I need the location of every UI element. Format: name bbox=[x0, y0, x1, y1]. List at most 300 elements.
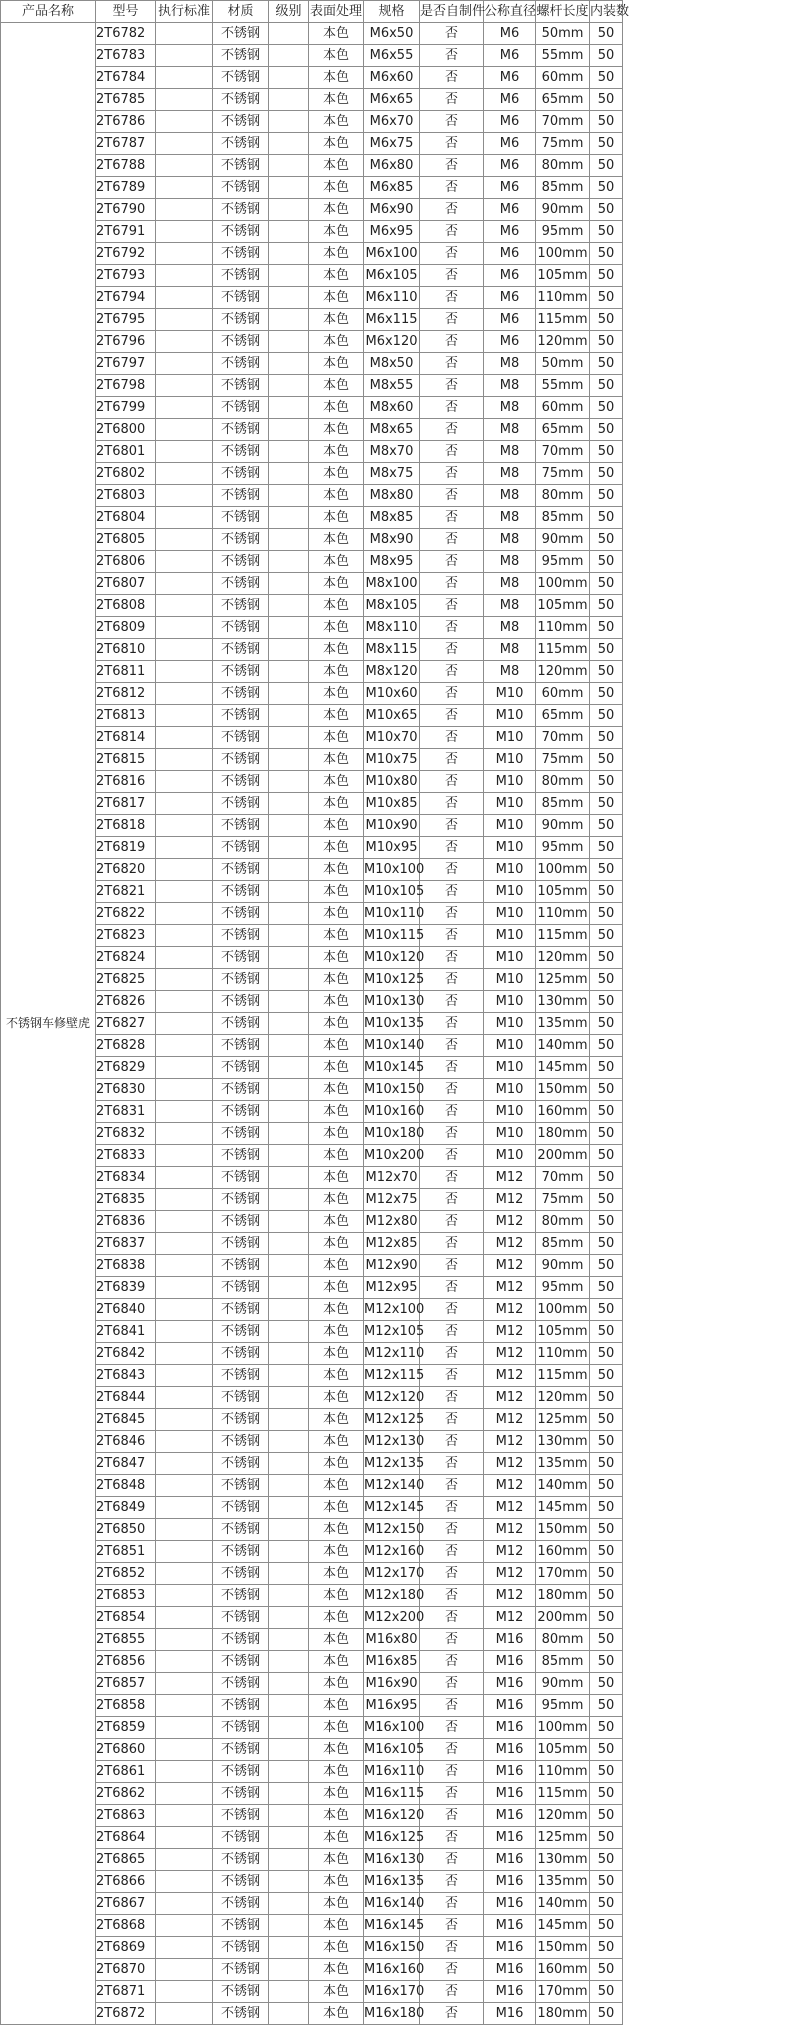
grade-cell bbox=[269, 331, 309, 353]
material-cell: 不锈钢 bbox=[213, 1409, 269, 1431]
material-cell: 不锈钢 bbox=[213, 177, 269, 199]
diameter-cell: M16 bbox=[484, 1805, 536, 1827]
surface-cell: 本色 bbox=[309, 815, 364, 837]
diameter-cell: M6 bbox=[484, 221, 536, 243]
self-made-cell: 否 bbox=[420, 1277, 484, 1299]
qty-cell: 50 bbox=[590, 1893, 623, 1915]
grade-cell bbox=[269, 815, 309, 837]
grade-cell bbox=[269, 67, 309, 89]
col-header-standard: 执行标准 bbox=[156, 1, 213, 23]
length-cell: 90mm bbox=[536, 815, 590, 837]
diameter-cell: M16 bbox=[484, 1695, 536, 1717]
standard-cell bbox=[156, 1629, 213, 1651]
diameter-cell: M8 bbox=[484, 485, 536, 507]
material-cell: 不锈钢 bbox=[213, 265, 269, 287]
material-cell: 不锈钢 bbox=[213, 639, 269, 661]
spec-cell: M12x80 bbox=[364, 1211, 420, 1233]
material-cell: 不锈钢 bbox=[213, 1739, 269, 1761]
spec-cell: M10x70 bbox=[364, 727, 420, 749]
grade-cell bbox=[269, 1277, 309, 1299]
length-cell: 115mm bbox=[536, 309, 590, 331]
self-made-cell: 否 bbox=[420, 793, 484, 815]
diameter-cell: M12 bbox=[484, 1189, 536, 1211]
diameter-cell: M16 bbox=[484, 1893, 536, 1915]
length-cell: 110mm bbox=[536, 617, 590, 639]
spec-cell: M10x115 bbox=[364, 925, 420, 947]
surface-cell: 本色 bbox=[309, 947, 364, 969]
surface-cell: 本色 bbox=[309, 1849, 364, 1871]
standard-cell bbox=[156, 507, 213, 529]
surface-cell: 本色 bbox=[309, 1585, 364, 1607]
material-cell: 不锈钢 bbox=[213, 155, 269, 177]
diameter-cell: M12 bbox=[484, 1541, 536, 1563]
surface-cell: 本色 bbox=[309, 859, 364, 881]
length-cell: 110mm bbox=[536, 287, 590, 309]
surface-cell: 本色 bbox=[309, 67, 364, 89]
qty-cell: 50 bbox=[590, 155, 623, 177]
self-made-cell: 否 bbox=[420, 1145, 484, 1167]
spec-cell: M12x130 bbox=[364, 1431, 420, 1453]
material-cell: 不锈钢 bbox=[213, 1893, 269, 1915]
grade-cell bbox=[269, 529, 309, 551]
model-cell: 2T6808 bbox=[96, 595, 156, 617]
standard-cell bbox=[156, 1277, 213, 1299]
model-cell: 2T6872 bbox=[96, 2003, 156, 2025]
self-made-cell: 否 bbox=[420, 1321, 484, 1343]
surface-cell: 本色 bbox=[309, 1233, 364, 1255]
qty-cell: 50 bbox=[590, 1013, 623, 1035]
qty-cell: 50 bbox=[590, 1695, 623, 1717]
model-cell: 2T6838 bbox=[96, 1255, 156, 1277]
standard-cell bbox=[156, 991, 213, 1013]
length-cell: 95mm bbox=[536, 221, 590, 243]
grade-cell bbox=[269, 1893, 309, 1915]
material-cell: 不锈钢 bbox=[213, 375, 269, 397]
grade-cell bbox=[269, 969, 309, 991]
model-cell: 2T6786 bbox=[96, 111, 156, 133]
model-cell: 2T6802 bbox=[96, 463, 156, 485]
grade-cell bbox=[269, 639, 309, 661]
material-cell: 不锈钢 bbox=[213, 925, 269, 947]
table-row bbox=[1, 23, 623, 45]
model-cell: 2T6811 bbox=[96, 661, 156, 683]
material-cell: 不锈钢 bbox=[213, 969, 269, 991]
grade-cell bbox=[269, 1497, 309, 1519]
length-cell: 120mm bbox=[536, 1387, 590, 1409]
length-cell: 145mm bbox=[536, 1915, 590, 1937]
diameter-cell: M16 bbox=[484, 1761, 536, 1783]
length-cell: 60mm bbox=[536, 683, 590, 705]
product-name-cell: 不锈钢车修壁虎 bbox=[1, 23, 96, 2025]
material-cell: 不锈钢 bbox=[213, 309, 269, 331]
grade-cell bbox=[269, 1211, 309, 1233]
qty-cell: 50 bbox=[590, 45, 623, 67]
diameter-cell: M6 bbox=[484, 287, 536, 309]
standard-cell bbox=[156, 1607, 213, 1629]
length-cell: 85mm bbox=[536, 507, 590, 529]
spec-cell: M12x170 bbox=[364, 1563, 420, 1585]
length-cell: 130mm bbox=[536, 1849, 590, 1871]
surface-cell: 本色 bbox=[309, 1079, 364, 1101]
material-cell: 不锈钢 bbox=[213, 441, 269, 463]
spec-cell: M12x85 bbox=[364, 1233, 420, 1255]
surface-cell: 本色 bbox=[309, 1629, 364, 1651]
length-cell: 100mm bbox=[536, 1299, 590, 1321]
length-cell: 65mm bbox=[536, 419, 590, 441]
qty-cell: 50 bbox=[590, 705, 623, 727]
spec-cell: M10x105 bbox=[364, 881, 420, 903]
surface-cell: 本色 bbox=[309, 419, 364, 441]
model-cell: 2T6860 bbox=[96, 1739, 156, 1761]
surface-cell: 本色 bbox=[309, 243, 364, 265]
spec-cell: M10x80 bbox=[364, 771, 420, 793]
standard-cell bbox=[156, 419, 213, 441]
grade-cell bbox=[269, 2003, 309, 2025]
model-cell: 2T6859 bbox=[96, 1717, 156, 1739]
surface-cell: 本色 bbox=[309, 1739, 364, 1761]
diameter-cell: M16 bbox=[484, 1871, 536, 1893]
qty-cell: 50 bbox=[590, 771, 623, 793]
col-header-model: 型号 bbox=[96, 1, 156, 23]
spec-cell: M12x160 bbox=[364, 1541, 420, 1563]
grade-cell bbox=[269, 1013, 309, 1035]
material-cell: 不锈钢 bbox=[213, 1541, 269, 1563]
spec-cell: M16x150 bbox=[364, 1937, 420, 1959]
self-made-cell: 否 bbox=[420, 859, 484, 881]
qty-cell: 50 bbox=[590, 89, 623, 111]
model-cell: 2T6787 bbox=[96, 133, 156, 155]
diameter-cell: M6 bbox=[484, 177, 536, 199]
qty-cell: 50 bbox=[590, 881, 623, 903]
standard-cell bbox=[156, 1673, 213, 1695]
spec-cell: M8x90 bbox=[364, 529, 420, 551]
diameter-cell: M16 bbox=[484, 1981, 536, 2003]
material-cell: 不锈钢 bbox=[213, 903, 269, 925]
self-made-cell: 否 bbox=[420, 1871, 484, 1893]
standard-cell bbox=[156, 441, 213, 463]
length-cell: 50mm bbox=[536, 353, 590, 375]
material-cell: 不锈钢 bbox=[213, 859, 269, 881]
length-cell: 105mm bbox=[536, 881, 590, 903]
standard-cell bbox=[156, 1123, 213, 1145]
standard-cell bbox=[156, 639, 213, 661]
diameter-cell: M16 bbox=[484, 2003, 536, 2025]
spec-cell: M10x90 bbox=[364, 815, 420, 837]
length-cell: 55mm bbox=[536, 45, 590, 67]
standard-cell bbox=[156, 947, 213, 969]
self-made-cell: 否 bbox=[420, 661, 484, 683]
qty-cell: 50 bbox=[590, 815, 623, 837]
surface-cell: 本色 bbox=[309, 1145, 364, 1167]
standard-cell bbox=[156, 595, 213, 617]
qty-cell: 50 bbox=[590, 903, 623, 925]
model-cell: 2T6814 bbox=[96, 727, 156, 749]
spec-cell: M6x75 bbox=[364, 133, 420, 155]
qty-cell: 50 bbox=[590, 617, 623, 639]
surface-cell: 本色 bbox=[309, 705, 364, 727]
material-cell: 不锈钢 bbox=[213, 705, 269, 727]
surface-cell: 本色 bbox=[309, 1189, 364, 1211]
self-made-cell: 否 bbox=[420, 441, 484, 463]
grade-cell bbox=[269, 1541, 309, 1563]
spec-cell: M10x110 bbox=[364, 903, 420, 925]
material-cell: 不锈钢 bbox=[213, 1761, 269, 1783]
grade-cell bbox=[269, 1563, 309, 1585]
model-cell: 2T6819 bbox=[96, 837, 156, 859]
spec-cell: M16x105 bbox=[364, 1739, 420, 1761]
model-cell: 2T6795 bbox=[96, 309, 156, 331]
standard-cell bbox=[156, 1915, 213, 1937]
model-cell: 2T6863 bbox=[96, 1805, 156, 1827]
col-header-self-made: 是否自制件 bbox=[420, 1, 484, 23]
diameter-cell: M10 bbox=[484, 837, 536, 859]
diameter-cell: M12 bbox=[484, 1475, 536, 1497]
diameter-cell: M16 bbox=[484, 1739, 536, 1761]
model-cell: 2T6789 bbox=[96, 177, 156, 199]
material-cell: 不锈钢 bbox=[213, 1805, 269, 1827]
qty-cell: 50 bbox=[590, 1739, 623, 1761]
diameter-cell: M10 bbox=[484, 969, 536, 991]
grade-cell bbox=[269, 595, 309, 617]
qty-cell: 50 bbox=[590, 1123, 623, 1145]
material-cell: 不锈钢 bbox=[213, 1607, 269, 1629]
qty-cell: 50 bbox=[590, 1915, 623, 1937]
diameter-cell: M16 bbox=[484, 1717, 536, 1739]
qty-cell: 50 bbox=[590, 331, 623, 353]
qty-cell: 50 bbox=[590, 2003, 623, 2025]
qty-cell: 50 bbox=[590, 947, 623, 969]
grade-cell bbox=[269, 199, 309, 221]
self-made-cell: 否 bbox=[420, 1783, 484, 1805]
length-cell: 55mm bbox=[536, 375, 590, 397]
material-cell: 不锈钢 bbox=[213, 793, 269, 815]
diameter-cell: M12 bbox=[484, 1453, 536, 1475]
standard-cell bbox=[156, 1387, 213, 1409]
qty-cell: 50 bbox=[590, 749, 623, 771]
qty-cell: 50 bbox=[590, 265, 623, 287]
length-cell: 135mm bbox=[536, 1453, 590, 1475]
model-cell: 2T6831 bbox=[96, 1101, 156, 1123]
self-made-cell: 否 bbox=[420, 1167, 484, 1189]
length-cell: 110mm bbox=[536, 1343, 590, 1365]
surface-cell: 本色 bbox=[309, 925, 364, 947]
diameter-cell: M8 bbox=[484, 507, 536, 529]
diameter-cell: M12 bbox=[484, 1409, 536, 1431]
diameter-cell: M6 bbox=[484, 23, 536, 45]
standard-cell bbox=[156, 397, 213, 419]
length-cell: 80mm bbox=[536, 1211, 590, 1233]
length-cell: 110mm bbox=[536, 1761, 590, 1783]
self-made-cell: 否 bbox=[420, 397, 484, 419]
grade-cell bbox=[269, 155, 309, 177]
standard-cell bbox=[156, 1827, 213, 1849]
grade-cell bbox=[269, 1519, 309, 1541]
diameter-cell: M10 bbox=[484, 749, 536, 771]
length-cell: 80mm bbox=[536, 155, 590, 177]
self-made-cell: 否 bbox=[420, 1541, 484, 1563]
surface-cell: 本色 bbox=[309, 331, 364, 353]
grade-cell bbox=[269, 1915, 309, 1937]
material-cell: 不锈钢 bbox=[213, 287, 269, 309]
grade-cell bbox=[269, 23, 309, 45]
surface-cell: 本色 bbox=[309, 1299, 364, 1321]
qty-cell: 50 bbox=[590, 1475, 623, 1497]
grade-cell bbox=[269, 617, 309, 639]
material-cell: 不锈钢 bbox=[213, 1849, 269, 1871]
diameter-cell: M8 bbox=[484, 661, 536, 683]
spec-cell: M10x60 bbox=[364, 683, 420, 705]
spec-cell: M16x85 bbox=[364, 1651, 420, 1673]
standard-cell bbox=[156, 1145, 213, 1167]
header-row bbox=[1, 1, 623, 23]
grade-cell bbox=[269, 1365, 309, 1387]
diameter-cell: M10 bbox=[484, 991, 536, 1013]
grade-cell bbox=[269, 419, 309, 441]
surface-cell: 本色 bbox=[309, 793, 364, 815]
qty-cell: 50 bbox=[590, 529, 623, 551]
model-cell: 2T6824 bbox=[96, 947, 156, 969]
length-cell: 180mm bbox=[536, 2003, 590, 2025]
length-cell: 115mm bbox=[536, 925, 590, 947]
qty-cell: 50 bbox=[590, 1519, 623, 1541]
spec-cell: M8x70 bbox=[364, 441, 420, 463]
length-cell: 145mm bbox=[536, 1497, 590, 1519]
surface-cell: 本色 bbox=[309, 287, 364, 309]
diameter-cell: M10 bbox=[484, 815, 536, 837]
grade-cell bbox=[269, 1299, 309, 1321]
self-made-cell: 否 bbox=[420, 1365, 484, 1387]
surface-cell: 本色 bbox=[309, 683, 364, 705]
qty-cell: 50 bbox=[590, 639, 623, 661]
spec-cell: M8x80 bbox=[364, 485, 420, 507]
self-made-cell: 否 bbox=[420, 221, 484, 243]
diameter-cell: M12 bbox=[484, 1211, 536, 1233]
surface-cell: 本色 bbox=[309, 991, 364, 1013]
self-made-cell: 否 bbox=[420, 1981, 484, 2003]
length-cell: 90mm bbox=[536, 1673, 590, 1695]
diameter-cell: M6 bbox=[484, 155, 536, 177]
length-cell: 120mm bbox=[536, 947, 590, 969]
grade-cell bbox=[269, 551, 309, 573]
grade-cell bbox=[269, 573, 309, 595]
surface-cell: 本色 bbox=[309, 463, 364, 485]
standard-cell bbox=[156, 1343, 213, 1365]
length-cell: 70mm bbox=[536, 1167, 590, 1189]
model-cell: 2T6842 bbox=[96, 1343, 156, 1365]
model-cell: 2T6783 bbox=[96, 45, 156, 67]
qty-cell: 50 bbox=[590, 1101, 623, 1123]
surface-cell: 本色 bbox=[309, 1541, 364, 1563]
length-cell: 80mm bbox=[536, 485, 590, 507]
standard-cell bbox=[156, 1717, 213, 1739]
material-cell: 不锈钢 bbox=[213, 815, 269, 837]
standard-cell bbox=[156, 1893, 213, 1915]
length-cell: 115mm bbox=[536, 1783, 590, 1805]
surface-cell: 本色 bbox=[309, 1167, 364, 1189]
surface-cell: 本色 bbox=[309, 1959, 364, 1981]
qty-cell: 50 bbox=[590, 67, 623, 89]
material-cell: 不锈钢 bbox=[213, 881, 269, 903]
grade-cell bbox=[269, 793, 309, 815]
model-cell: 2T6807 bbox=[96, 573, 156, 595]
length-cell: 65mm bbox=[536, 705, 590, 727]
grade-cell bbox=[269, 1387, 309, 1409]
self-made-cell: 否 bbox=[420, 1057, 484, 1079]
qty-cell: 50 bbox=[590, 1783, 623, 1805]
grade-cell bbox=[269, 441, 309, 463]
grade-cell bbox=[269, 177, 309, 199]
standard-cell bbox=[156, 925, 213, 947]
grade-cell bbox=[269, 1981, 309, 2003]
standard-cell bbox=[156, 903, 213, 925]
model-cell: 2T6871 bbox=[96, 1981, 156, 2003]
spec-cell: M12x200 bbox=[364, 1607, 420, 1629]
standard-cell bbox=[156, 1365, 213, 1387]
qty-cell: 50 bbox=[590, 1321, 623, 1343]
material-cell: 不锈钢 bbox=[213, 529, 269, 551]
surface-cell: 本色 bbox=[309, 1365, 364, 1387]
grade-cell bbox=[269, 507, 309, 529]
self-made-cell: 否 bbox=[420, 1739, 484, 1761]
diameter-cell: M12 bbox=[484, 1519, 536, 1541]
self-made-cell: 否 bbox=[420, 353, 484, 375]
standard-cell bbox=[156, 199, 213, 221]
material-cell: 不锈钢 bbox=[213, 221, 269, 243]
diameter-cell: M8 bbox=[484, 353, 536, 375]
grade-cell bbox=[269, 1123, 309, 1145]
length-cell: 75mm bbox=[536, 1189, 590, 1211]
length-cell: 125mm bbox=[536, 1827, 590, 1849]
grade-cell bbox=[269, 1827, 309, 1849]
standard-cell bbox=[156, 1409, 213, 1431]
spec-cell: M6x115 bbox=[364, 309, 420, 331]
self-made-cell: 否 bbox=[420, 815, 484, 837]
grade-cell bbox=[269, 1739, 309, 1761]
model-cell: 2T6794 bbox=[96, 287, 156, 309]
model-cell: 2T6823 bbox=[96, 925, 156, 947]
model-cell: 2T6847 bbox=[96, 1453, 156, 1475]
qty-cell: 50 bbox=[590, 441, 623, 463]
length-cell: 115mm bbox=[536, 639, 590, 661]
qty-cell: 50 bbox=[590, 1079, 623, 1101]
material-cell: 不锈钢 bbox=[213, 1695, 269, 1717]
model-cell: 2T6849 bbox=[96, 1497, 156, 1519]
surface-cell: 本色 bbox=[309, 441, 364, 463]
qty-cell: 50 bbox=[590, 1827, 623, 1849]
qty-cell: 50 bbox=[590, 419, 623, 441]
diameter-cell: M10 bbox=[484, 793, 536, 815]
model-cell: 2T6792 bbox=[96, 243, 156, 265]
material-cell: 不锈钢 bbox=[213, 1783, 269, 1805]
length-cell: 135mm bbox=[536, 1871, 590, 1893]
spec-cell: M12x120 bbox=[364, 1387, 420, 1409]
standard-cell bbox=[156, 529, 213, 551]
spec-cell: M8x100 bbox=[364, 573, 420, 595]
spec-cell: M10x145 bbox=[364, 1057, 420, 1079]
qty-cell: 50 bbox=[590, 1497, 623, 1519]
standard-cell bbox=[156, 573, 213, 595]
self-made-cell: 否 bbox=[420, 881, 484, 903]
self-made-cell: 否 bbox=[420, 1959, 484, 1981]
surface-cell: 本色 bbox=[309, 2003, 364, 2025]
material-cell: 不锈钢 bbox=[213, 991, 269, 1013]
diameter-cell: M10 bbox=[484, 859, 536, 881]
self-made-cell: 否 bbox=[420, 331, 484, 353]
standard-cell bbox=[156, 1739, 213, 1761]
standard-cell bbox=[156, 1783, 213, 1805]
self-made-cell: 否 bbox=[420, 1651, 484, 1673]
length-cell: 75mm bbox=[536, 133, 590, 155]
